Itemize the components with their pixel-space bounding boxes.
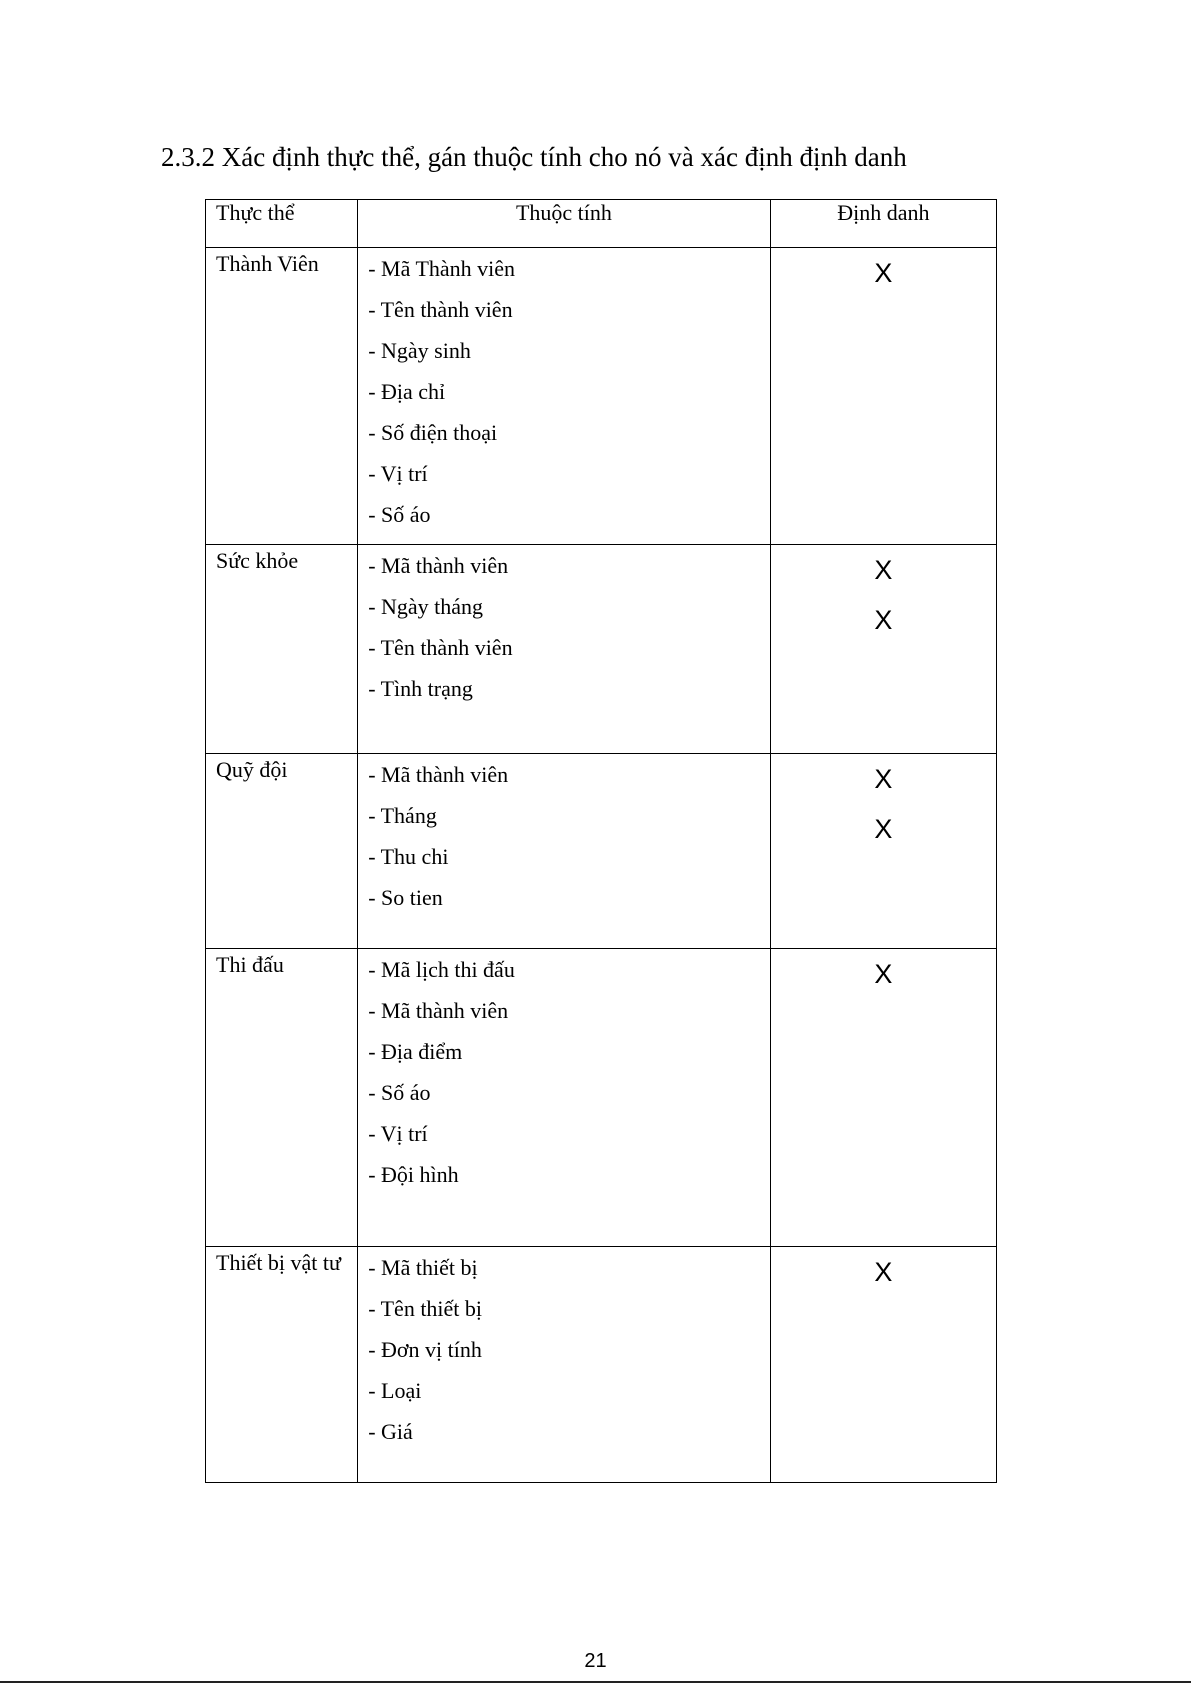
- attributes-cell: [358, 754, 771, 949]
- entity-name: Thiết bị vật tư: [216, 1250, 341, 1275]
- entity-cell: [206, 1247, 358, 1483]
- attribute-item: - Địa điểm: [368, 1039, 463, 1064]
- header-entity-label: Thực thể: [216, 200, 295, 225]
- attribute-item: - Đội hình: [368, 1162, 459, 1187]
- attributes-cell: [358, 545, 771, 754]
- attribute-list: [358, 949, 770, 1195]
- attribute-item: - Ngày sinh: [368, 338, 471, 363]
- attribute-item: - Số áo: [368, 1080, 431, 1105]
- header-attributes: [358, 200, 771, 248]
- identifier-marks: [771, 949, 996, 999]
- identifier-mark: X: [874, 1257, 893, 1287]
- attribute-item: - Mã lịch thi đấu: [368, 957, 515, 982]
- attribute-item: - Thu chi: [368, 844, 449, 869]
- attributes-cell: [358, 949, 771, 1247]
- section-heading: 2.3.2 Xác định thực thể, gán thuộc tính cho nó và xác định định danh: [161, 142, 907, 172]
- identifier-cell: [770, 754, 996, 949]
- header-attributes-label: Thuộc tính: [515, 200, 612, 225]
- header-identifier: [770, 200, 996, 248]
- attribute-list: [358, 248, 770, 535]
- attribute-item: - Tên thành viên: [368, 297, 513, 322]
- attribute-item: - Số điện thoại: [368, 420, 498, 445]
- attribute-item: - Mã thiết bị: [368, 1255, 478, 1280]
- attribute-list: [358, 1247, 770, 1452]
- entity-cell: [206, 545, 358, 754]
- attribute-item: - Loại: [368, 1378, 422, 1403]
- attributes-cell: [358, 248, 771, 545]
- attribute-item: - Mã thành viên: [368, 553, 509, 578]
- attribute-item: - Mã Thành viên: [368, 256, 516, 281]
- identifier-mark: X: [874, 959, 893, 989]
- attributes-cell: [358, 1247, 771, 1483]
- identifier-cell: [770, 248, 996, 545]
- table-row: [206, 949, 997, 1247]
- table-row: [206, 754, 997, 949]
- identifier-cell: [770, 949, 996, 1247]
- attribute-list: [358, 754, 770, 918]
- attribute-item: - So tien: [368, 885, 443, 910]
- identifier-marks: [771, 248, 996, 298]
- identifier-mark: X: [874, 605, 893, 635]
- attribute-item: - Giá: [368, 1419, 413, 1444]
- attribute-item: - Tháng: [368, 803, 437, 828]
- identifier-mark: X: [874, 814, 893, 844]
- entity-name: Quỹ đội: [216, 757, 288, 782]
- attribute-item: - Vị trí: [368, 1121, 428, 1146]
- attribute-item: - Ngày tháng: [368, 594, 484, 619]
- footer-divider: [0, 1681, 1191, 1683]
- identifier-marks: [771, 545, 996, 645]
- page-number: 21: [584, 1650, 607, 1672]
- attribute-item: - Đơn vị tính: [368, 1337, 482, 1362]
- header-identifier-label: Định danh: [837, 200, 930, 225]
- attribute-list: [358, 545, 770, 709]
- entity-cell: [206, 754, 358, 949]
- attribute-item: - Số áo: [368, 502, 431, 527]
- identifier-marks: [771, 754, 996, 854]
- attribute-item: - Tên thành viên: [368, 635, 513, 660]
- identifier-cell: [770, 545, 996, 754]
- header-entity: [206, 200, 358, 248]
- entity-name: Sức khỏe: [216, 548, 299, 573]
- table-body: [206, 248, 997, 1483]
- attribute-item: - Vị trí: [368, 461, 428, 486]
- attribute-item: - Địa chỉ: [368, 379, 446, 404]
- entity-cell: [206, 248, 358, 545]
- attribute-item: - Tên thiết bị: [368, 1296, 483, 1321]
- entity-name: Thành Viên: [216, 251, 319, 276]
- attribute-item: - Tình trạng: [368, 676, 473, 701]
- table-row: [206, 545, 997, 754]
- entity-attribute-table: [205, 199, 997, 1483]
- identifier-mark: X: [874, 764, 893, 794]
- table-row: [206, 248, 997, 545]
- identifier-cell: [770, 1247, 996, 1483]
- entity-name: Thi đấu: [216, 952, 284, 977]
- table-row: [206, 1247, 997, 1483]
- identifier-mark: X: [874, 258, 893, 288]
- identifier-marks: [771, 1247, 996, 1297]
- identifier-mark: X: [874, 555, 893, 585]
- attribute-item: - Mã thành viên: [368, 762, 509, 787]
- attribute-item: - Mã thành viên: [368, 998, 509, 1023]
- entity-cell: [206, 949, 358, 1247]
- table-header-row: [206, 200, 997, 248]
